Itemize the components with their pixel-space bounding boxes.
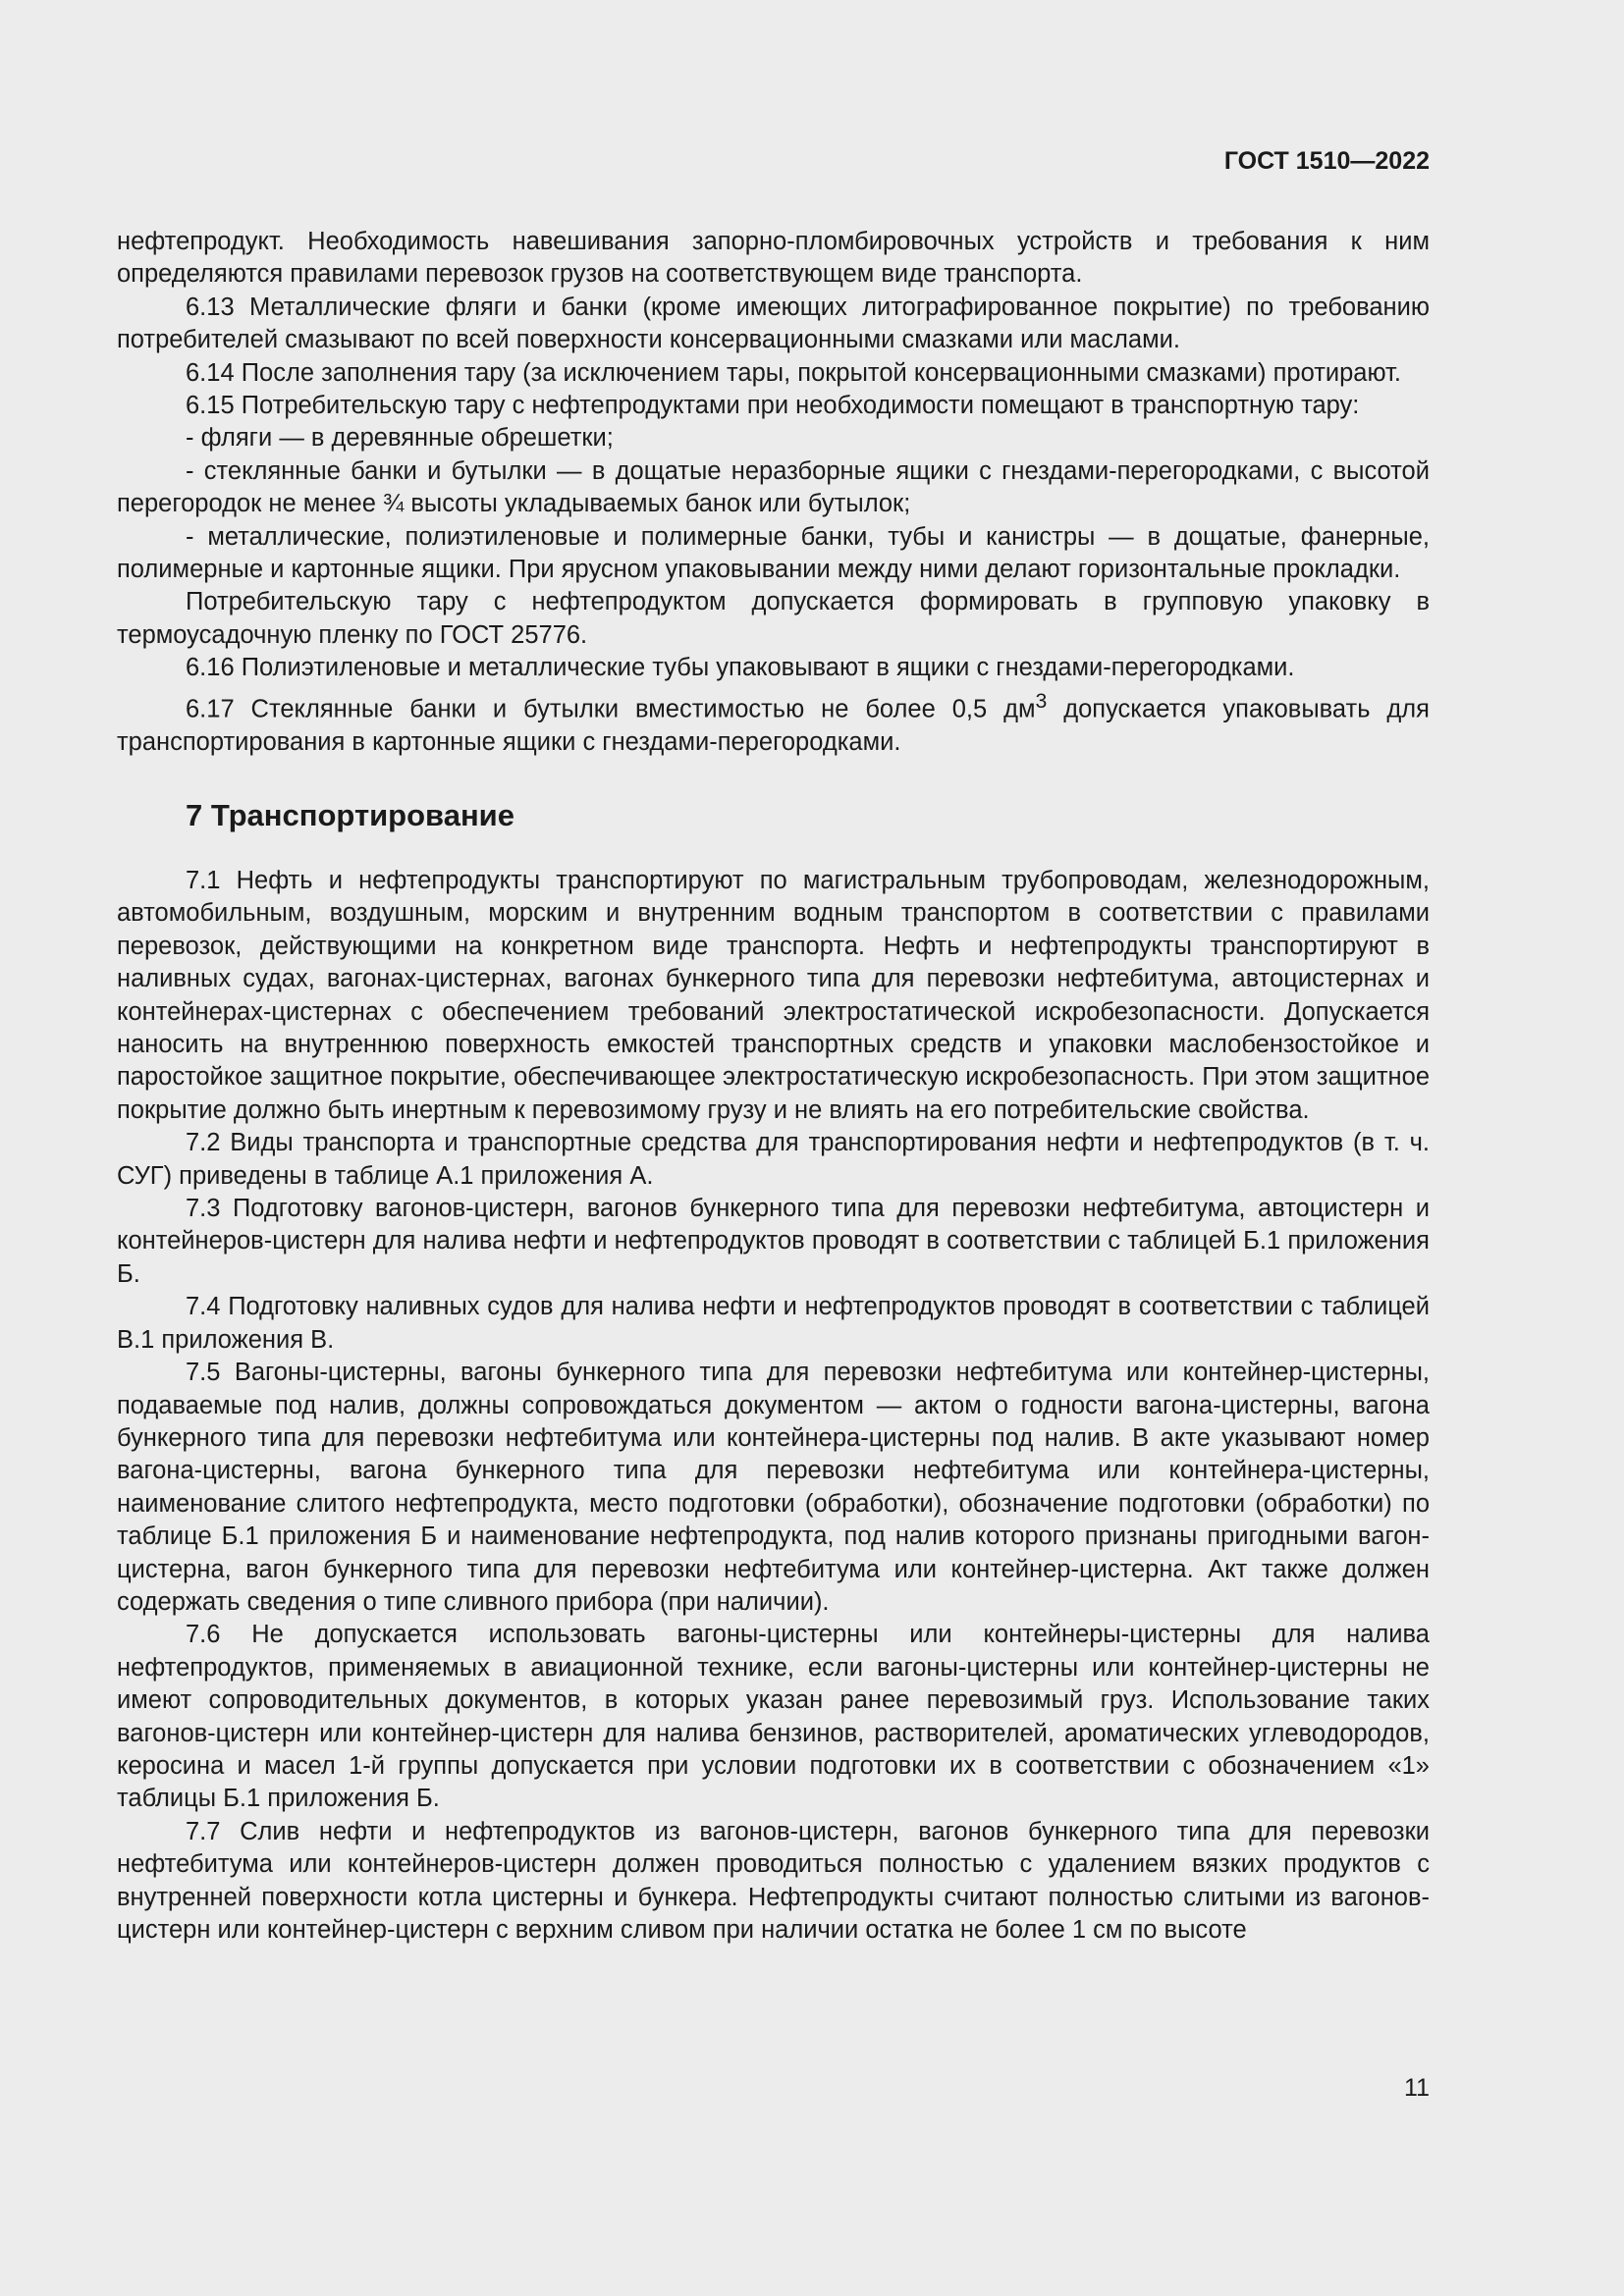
paragraph-6-17-text-b: допускается упаковывать для транспортирования в картонные ящики с гнездами-перегородками. [117, 695, 1430, 756]
paragraph-7-4: 7.4 Подготовку наливных судов для налива нефти и нефтепродуктов проводят в соответствии с таблицей В.1 приложения В. [117, 1293, 1430, 1354]
paragraph-7-5: 7.5 Вагоны-цистерны, вагоны бункерного типа для перевозки нефтебитума или контейнер-цистерны, подаваемые под налив, должны сопровождаться документом — актом о годности вагона-цистерны, вагона бункерного типа для перевозки нефтебитума или контейнера-цистерны под налив. В акте указывают номер вагона-цистерны, вагона бункерного типа для перевозки нефтебитума или контейнера-цистерны, наименование слитого нефтепродукта, место подготовки (обработки), обозначение подготовки (обработки) по таблице Б.1 приложения Б и наименование нефтепродукта, под налив которого признаны пригодными вагон-цистерна, вагон бункерного типа для перевозки нефтебитума или контейнер-цистерна. Акт также должен содержать сведения о типе сливного прибора (при наличии). [117, 1359, 1430, 1616]
list-item-metal-jars: - металлические, полиэтиленовые и полимерные банки, тубы и канистры — в дощатые, фанерные, полимерные и картонные ящики. При ярусном упаковывании между ними делают горизонтальные прокладки. [117, 522, 1430, 584]
list-item-glass-jars: - стеклянные банки и бутылки — в дощатые неразборные ящики с гнездами-перегородками, с высотой перегородок не менее ¾ высоты укладываемых банок или бутылок; [117, 456, 1430, 518]
paragraph-6-17 [117, 685, 1430, 759]
paragraph-6-16: 6.16 Полиэтиленовые и металлические тубы упаковывают в ящики с гнездами-перегородками. [186, 654, 1295, 682]
paragraph-group-packaging: Потребительскую тару с нефтепродуктом допускается формировать в групповую упаковку в термоусадочную пленку по ГОСТ 25776. [117, 588, 1430, 649]
document-header: ГОСТ 1510—2022 [1223, 147, 1430, 175]
paragraph-7-2: 7.2 Виды транспорта и транспортные средства для транспортирования нефти и нефтепродуктов (в т. ч. СУГ) приведены в таблице А.1 приложения А. [117, 1129, 1430, 1190]
paragraph-7-3: 7.3 Подготовку вагонов-цистерн, вагонов бункерного типа для перевозки нефтебитума, автоцистерн и контейнеров-цистерн для налива нефти и нефтепродуктов проводят в соответствии с таблицей Б.1 приложения Б. [117, 1195, 1430, 1288]
paragraph-7-6: 7.6 Не допускается использовать вагоны-цистерны или контейнеры-цистерны для налива нефтепродуктов, применяемых в авиационной технике, если вагоны-цистерны или контейнер-цистерны не имеют сопроводительных документов, в которых указан ранее перевозимый груз. Использование таких вагонов-цистерн или контейнер-цистерн для налива бензинов, растворителей, ароматических углеводородов, керосина и масел 1-й группы допускается при условии подготовки их в соответствии с обозначением «1» таблицы Б.1 приложения Б. [117, 1621, 1430, 1813]
section-title: 7 Транспортирование [186, 798, 514, 832]
document-body [117, 226, 1430, 1947]
paragraph-7-7: 7.7 Слив нефти и нефтепродуктов из вагонов-цистерн, вагонов бункерного типа для перевозки нефтебитума или контейнеров-цистерн должен проводиться полностью с удалением вязких продуктов с внутренней поверхности котла цистерны и бункера. Нефтепродукты считают полностью слитыми из вагонов-цистерн или контейнер-цистерн с верхним сливом при наличии остатка не более 1 см по высоте [117, 1817, 1430, 1944]
paragraph-7-1: 7.1 Нефть и нефтепродукты транспортируют по магистральным трубопроводам, железнодорожным, автомобильным, воздушным, морским и внутренним водным транспортом в соответствии с правилами перевозок, действующими на конкретном виде транспорта. Нефть и нефтепродукты транспортируют в наливных судах, вагонах-цистернах, вагонах бункерного типа для перевозки нефтебитума, автоцистернах и контейнерах-цистернах с обеспечением требований электростатической искробезопасности. Допускается наносить на внутреннюю поверхность емкостей транспортных средств и упаковки маслобензостойкое и паростойкое защитное покрытие, обеспечивающее электростатическую искробезопасность. При этом защитное покрытие должно быть инертным к перевозимому грузу и не влиять на его потребительские свойства. [117, 867, 1430, 1124]
paragraph-6-14: 6.14 После заполнения тару (за исключением тары, покрытой консервационными смазками) протирают. [186, 358, 1401, 387]
paragraph-6-17-text-a: 6.17 Стеклянные банки и бутылки вместимостью не более 0,5 дм [186, 695, 1036, 723]
paragraph-continuation: нефтепродукт. Необходимость навешивания запорно-пломбировочных устройств и требования к ним определяются правилами перевозок грузов на соответствующем виде транспорта. [117, 228, 1430, 289]
superscript-3: 3 [1035, 688, 1048, 713]
paragraph-6-15: 6.15 Потребительскую тару с нефтепродуктами при необходимости помещают в транспортную тару: [186, 392, 1360, 420]
paragraph-6-13: 6.13 Металлические фляги и банки (кроме имеющих литографированное покрытие) по требованию потребителей смазывают по всей поверхности консервационными смазками или маслами. [117, 293, 1430, 354]
list-item-flasks: - фляги — в деревянные обрешетки; [186, 424, 614, 453]
page-number: 11 [1404, 2074, 1430, 2102]
